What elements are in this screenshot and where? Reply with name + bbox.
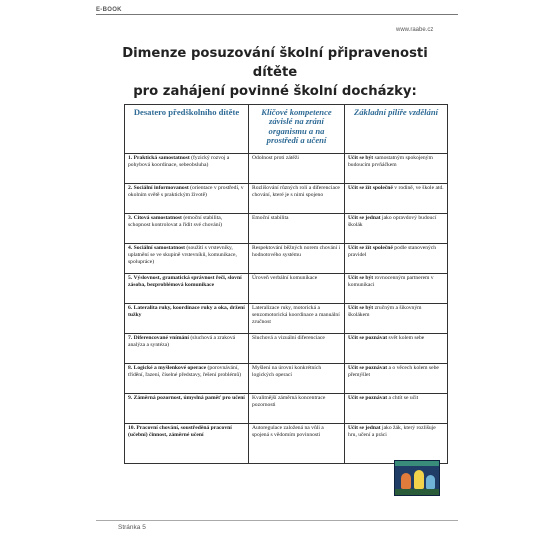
cover-base [395, 489, 439, 495]
cell-pillar: Učit se poznávat a chtít se učit [345, 393, 448, 423]
cell-competence: Sluchová a vizuální diferenciace [249, 333, 345, 363]
header-cell-3: Základní pilíře vzdělání [345, 105, 448, 154]
cell-pillar: Učit se žít společně podle stanovených pravidel [345, 243, 448, 273]
cell-dimension: 9. Záměrná pozornost, úmyslná paměť pro učení [125, 393, 249, 423]
table-row [125, 273, 448, 303]
table-header-row [125, 105, 448, 154]
cell-competence: Respektování běžných norem chování i hodnotového systému [249, 243, 345, 273]
cover-stripe [395, 461, 439, 466]
cell-pillar: Učit se jednat jako žák, který rozlišuje hru, učení a práci [345, 423, 448, 463]
title-line-1: Dimenze posuzování školní připravenosti dítěte [122, 46, 428, 80]
cover-figure-3 [426, 475, 435, 489]
cell-dimension: 7. Diferencované vnímání (sluchová a zraková analýza a syntéza) [125, 333, 249, 363]
cell-competence: Myšlení na úrovni konkrétních logických operací [249, 363, 345, 393]
cell-competence: Autoregulace založená na vůli a spojená s vědomím povinnosti [249, 423, 345, 463]
cell-dimension: 4. Sociální samostatnost (soužití s vrstevníky, uplatnění se ve skupině vrstevníků, komunikace, spolupráce) [125, 243, 249, 273]
cell-dimension: 8. Logické a myšlenkové operace (porovnávání, třídění, řazení, číselné představy, řešení problémů) [125, 363, 249, 393]
footer-rule [96, 520, 458, 521]
cell-dimension: 6. Lateralita ruky, koordinace ruky a oka, držení tužky [125, 303, 249, 333]
cell-competence: Emoční stabilita [249, 213, 345, 243]
table-row [125, 393, 448, 423]
table-row [125, 213, 448, 243]
cell-dimension: 3. Citová samostatnost (emoční stabilita, schopnost kontrolovat a řídit své chování) [125, 213, 249, 243]
cell-pillar: Učit se být samostatným spokojeným budoucím prvňáčkem [345, 153, 448, 183]
table-row [125, 243, 448, 273]
title-line-2: pro zahájení povinné školní docházky: [133, 84, 417, 99]
table-row [125, 153, 448, 183]
cell-competence: Kvalitnější záměrná koncentrace pozornosti [249, 393, 345, 423]
cell-competence: Lateralizace ruky, motorická a senzomotorická koordinace a manuální zručnost [249, 303, 345, 333]
ebook-label: E-BOOK [96, 7, 122, 13]
cell-pillar: Učit se žít společně v rodině, ve škole atd. [345, 183, 448, 213]
table-row [125, 363, 448, 393]
cell-dimension: 5. Výslovnost, gramatická správnost řeči, slovní zásoba, bezproblémová komunikace [125, 273, 249, 303]
cover-figure-2 [414, 470, 424, 489]
document-title [100, 44, 450, 101]
table-row [125, 333, 448, 363]
cell-pillar: Učit se poznávat svět kolem sebe [345, 333, 448, 363]
cell-competence: Úroveň verbální komunikace [249, 273, 345, 303]
cell-competence: Odolnost proti zátěži [249, 153, 345, 183]
dimensions-table [124, 104, 448, 464]
header-cell-2: Klíčové kompetence závislé na zrání organismu a na prostředí a učení [249, 105, 345, 154]
cell-competence: Rozlišování různých rolí a diferenciace chování, které je s nimi spojeno [249, 183, 345, 213]
page-number: Stránka 5 [118, 524, 146, 531]
cell-pillar: Učit se jednat jako opravdový budoucí školák [345, 213, 448, 243]
cell-dimension: 10. Pracovní chování, soustředěná pracovní (učební) činnost, záměrné učení [125, 423, 249, 463]
header-cell-1: Desatero předškolního dítěte [125, 105, 249, 154]
cell-dimension: 1. Praktická samostatnost (fyzický rozvoj a pohybová koordinace, sebeobsluha) [125, 153, 249, 183]
cell-pillar: Učit se být rovnocenným partnerem v komunikaci [345, 273, 448, 303]
site-url: www.raabe.cz [396, 27, 434, 33]
cell-dimension: 2. Sociální informovanost (orientace v prostředí, v okolním světě s praktickým životě) [125, 183, 249, 213]
header-rule [96, 14, 458, 15]
cover-figure-1 [401, 473, 411, 489]
cell-pillar: Učit se být zručným a šikovným školákem [345, 303, 448, 333]
table-row [125, 423, 448, 463]
table-row [125, 303, 448, 333]
dimensions-table-wrapper [124, 104, 447, 495]
cell-pillar: Učit se poznávat a o věcech kolem sebe přemýšlet [345, 363, 448, 393]
book-cover-image [394, 460, 440, 496]
table-row [125, 183, 448, 213]
